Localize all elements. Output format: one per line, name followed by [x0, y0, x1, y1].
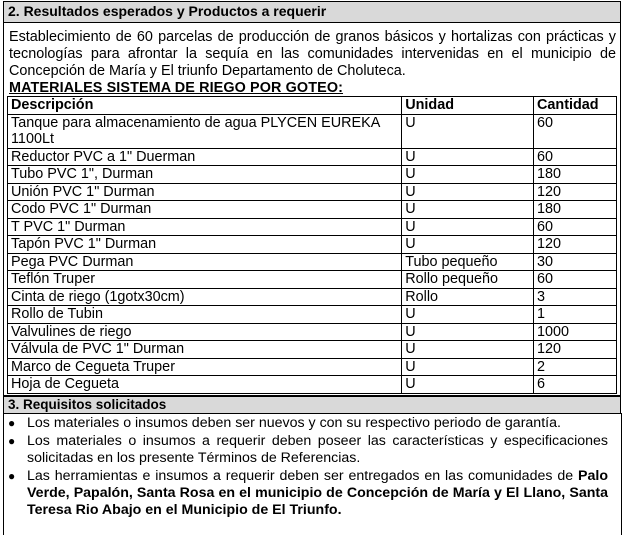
cell-unit: Rollo pequeño [402, 271, 534, 289]
requirement-text: Los materiales o insumos deben ser nuevos y con su respectivo periodo de garantía. [27, 415, 561, 431]
cell-quantity: 60 [534, 114, 617, 148]
table-row [8, 376, 617, 394]
cell-unit: U [402, 148, 534, 166]
cell-unit: Tubo pequeño [402, 253, 534, 271]
intro-line: Concepción de María y El triunfo Departamento de Choluteca. [9, 63, 406, 79]
cell-quantity: 60 [534, 218, 617, 236]
cell-unit: U [402, 376, 534, 394]
cell-description: Marco de Cegueta Truper [8, 358, 402, 376]
cell-quantity: 3 [534, 288, 617, 306]
cell-description: Tanque para almacenamiento de agua PLYCEN EUREKA 1100Lt [8, 114, 402, 148]
table-row [8, 288, 617, 306]
intro-line: Establecimiento de 60 parcelas de producción de granos básicos y hortalizas con prácticas y [9, 29, 616, 45]
cell-quantity: 60 [534, 148, 617, 166]
requirement-text: Los materiales o insumos a requerir deben poseer las características y especificaciones solicitadas en los presente Términos de Referencias. [27, 433, 608, 466]
intro-paragraph [9, 29, 616, 80]
table-row [8, 358, 617, 376]
cell-quantity: 180 [534, 166, 617, 184]
cell-quantity: 6 [534, 376, 617, 394]
requirements-list [8, 415, 608, 520]
intro-line: tecnologías para afrontar la sequía en las comunidades intervenidas en el municipio de [9, 46, 616, 62]
cell-quantity: 180 [534, 201, 617, 219]
cell-unit: U [402, 218, 534, 236]
cell-description: Tubo PVC 1", Durman [8, 166, 402, 184]
table-row [8, 114, 617, 148]
cell-unit: U [402, 201, 534, 219]
table-row [8, 183, 617, 201]
cell-quantity: 2 [534, 358, 617, 376]
requirement-communities: Palo Verde, Papalón, Santa Rosa en el municipio de Concepción de María y El Llano, Santa Teresa Rio Abajo en el Municipio de El Triunfo. [27, 468, 608, 518]
table-row [8, 323, 617, 341]
cell-description: Codo PVC 1" Durman [8, 201, 402, 219]
cell-description: Válvula de PVC 1" Durman [8, 341, 402, 359]
cell-quantity: 60 [534, 271, 617, 289]
list-item [8, 433, 608, 467]
cell-unit: U [402, 341, 534, 359]
cell-unit: U [402, 236, 534, 254]
cell-description: Unión PVC 1" Durman [8, 183, 402, 201]
list-item [8, 415, 608, 432]
section-2-title: 2. Resultados esperados y Productos a requerir [3, 1, 621, 23]
cell-description: Cinta de riego (1gotx30cm) [8, 288, 402, 306]
bullet-icon: ● [8, 434, 16, 448]
materials-table-body [8, 114, 617, 393]
cell-description: Rollo de Tubin [8, 306, 402, 324]
table-row [8, 166, 617, 184]
cell-unit: U [402, 114, 534, 148]
cell-quantity: 120 [534, 341, 617, 359]
cell-quantity: 1 [534, 306, 617, 324]
materials-table [7, 96, 617, 394]
cell-description: Valvulines de riego [8, 323, 402, 341]
cell-description: Tapón PVC 1" Durman [8, 236, 402, 254]
table-header-row [8, 97, 617, 115]
materials-title: MATERIALES SISTEMA DE RIEGO POR GOTEO: [9, 80, 344, 96]
table-row [8, 341, 617, 359]
cell-unit: U [402, 358, 534, 376]
column-header-quantity: Cantidad [534, 97, 617, 115]
section-3-title: 3. Requisitos solicitados [3, 396, 621, 414]
table-row [8, 201, 617, 219]
cell-unit: U [402, 183, 534, 201]
cell-quantity: 30 [534, 253, 617, 271]
cell-unit: U [402, 323, 534, 341]
requirement-text: Las herramientas e insumos a requerir deben ser entregados en las comunidades de [27, 468, 574, 484]
cell-quantity: 120 [534, 183, 617, 201]
table-row [8, 253, 617, 271]
cell-description: Teflón Truper [8, 271, 402, 289]
cell-unit: U [402, 166, 534, 184]
bullet-icon: ● [8, 469, 16, 483]
cell-description: Hoja de Cegueta [8, 376, 402, 394]
cell-description: Pega PVC Durman [8, 253, 402, 271]
column-header-unit: Unidad [402, 97, 534, 115]
cell-unit: U [402, 306, 534, 324]
cell-description: T PVC 1" Durman [8, 218, 402, 236]
column-header-description: Descripción [8, 97, 402, 115]
cell-quantity: 1000 [534, 323, 617, 341]
table-row [8, 148, 617, 166]
table-row [8, 218, 617, 236]
table-row [8, 271, 617, 289]
list-item [8, 468, 608, 519]
cell-quantity: 120 [534, 236, 617, 254]
bullet-icon: ● [8, 416, 16, 430]
table-row [8, 236, 617, 254]
cell-description: Reductor PVC a 1" Duerman [8, 148, 402, 166]
cell-unit: Rollo [402, 288, 534, 306]
table-row [8, 306, 617, 324]
